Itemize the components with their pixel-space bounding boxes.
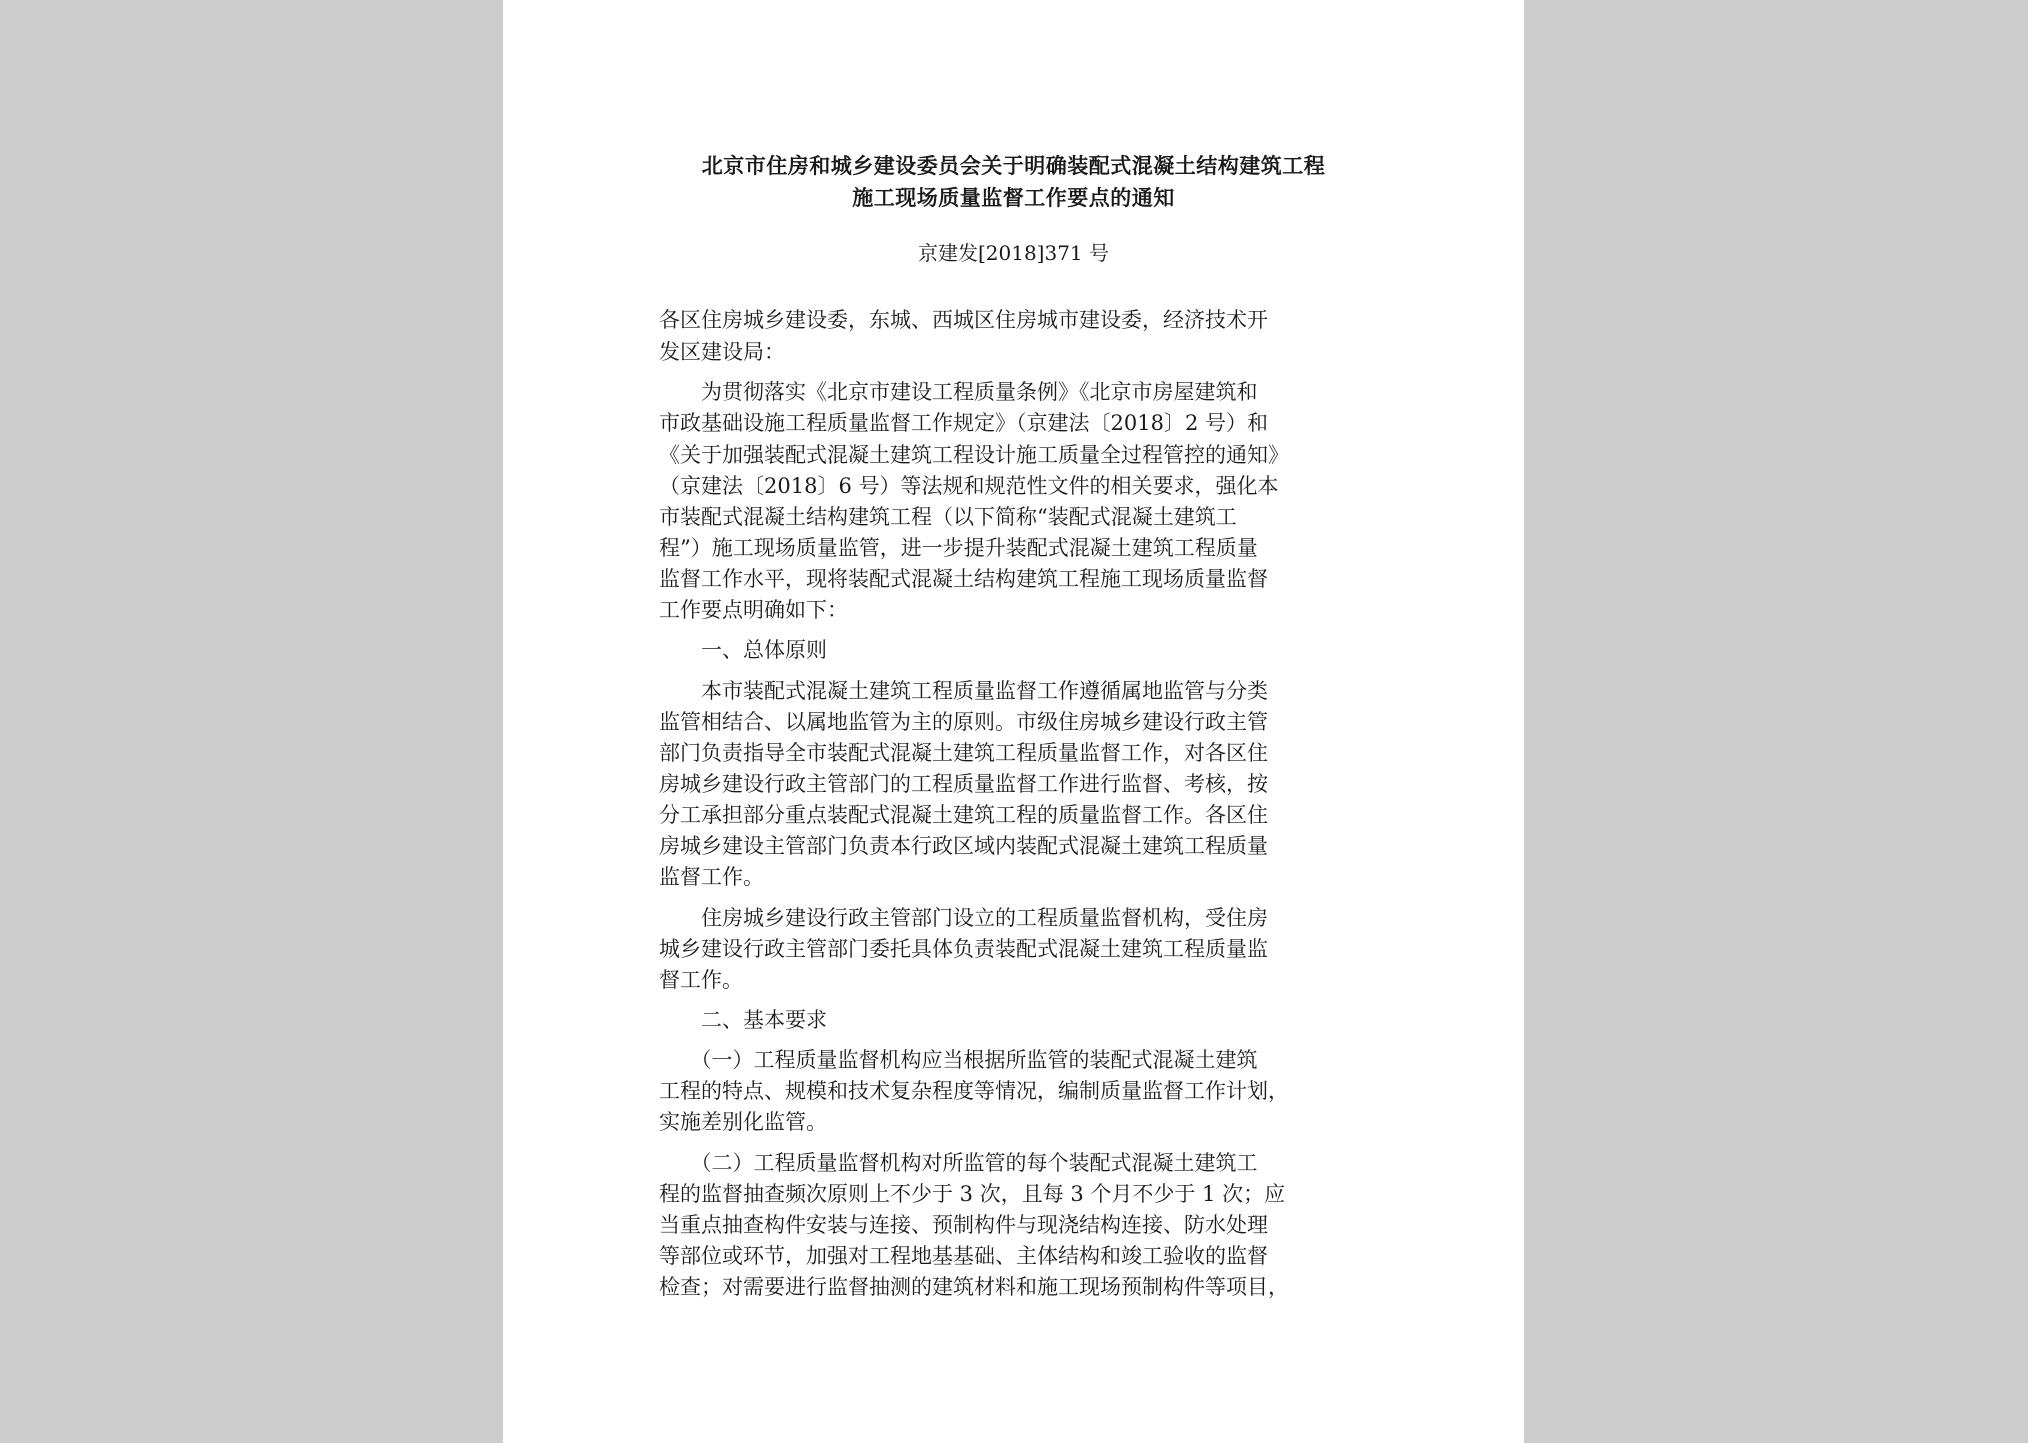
body-line: 各区住房城乡建设委，东城、西城区住房城市建设委，经济技术开	[659, 308, 1268, 332]
body-line: 房城乡建设主管部门负责本行政区域内装配式混凝土建筑工程质量	[659, 834, 1268, 858]
section-heading: 二、基本要求	[659, 1008, 827, 1032]
body-line: 程”）施工现场质量监管，进一步提升装配式混凝土建筑工程质量	[659, 536, 1258, 560]
body-line: 市政基础设施工程质量监督工作规定》（京建法〔2018〕2 号）和	[659, 411, 1268, 435]
body-line: 实施差别化监管。	[659, 1110, 827, 1134]
body-line: 程的监督抽查频次原则上不少于 3 次，且每 3 个月不少于 1 次；应	[659, 1182, 1286, 1206]
document-page	[503, 0, 1524, 1443]
body-line: 住房城乡建设行政主管部门设立的工程质量监督机构，受住房	[659, 906, 1268, 930]
body-line: 当重点抽查构件安装与连接、预制构件与现浇结构连接、防水处理	[659, 1213, 1268, 1237]
body-line: 本市装配式混凝土建筑工程质量监督工作遵循属地监管与分类	[659, 679, 1268, 703]
body-line: （二）工程质量监督机构对所监管的每个装配式混凝土建筑工	[659, 1151, 1258, 1175]
body-line: 为贯彻落实《北京市建设工程质量条例》《北京市房屋建筑和	[659, 380, 1258, 404]
body-line: 市装配式混凝土结构建筑工程（以下简称“装配式混凝土建筑工	[659, 505, 1237, 529]
body-line: 检查；对需要进行监督抽测的建筑材料和施工现场预制构件等项目，	[659, 1275, 1289, 1299]
body-line: 工程的特点、规模和技术复杂程度等情况，编制质量监督工作计划，	[659, 1079, 1289, 1103]
section-heading: 一、总体原则	[659, 638, 827, 662]
body-line: 监督工作水平，现将装配式混凝土结构建筑工程施工现场质量监督	[659, 567, 1268, 591]
body-line: （京建法〔2018〕6 号）等法规和规范性文件的相关要求，强化本	[659, 474, 1279, 498]
document-title-line-2: 施工现场质量监督工作要点的通知	[852, 186, 1175, 210]
body-line: 督工作。	[659, 968, 743, 992]
body-line: 监管相结合、以属地监管为主的原则。市级住房城乡建设行政主管	[659, 710, 1268, 734]
body-line: 部门负责指导全市装配式混凝土建筑工程质量监督工作，对各区住	[659, 741, 1268, 765]
body-line: 工作要点明确如下：	[659, 598, 848, 622]
body-line: 《关于加强装配式混凝土建筑工程设计施工质量全过程管控的通知》	[659, 443, 1289, 467]
document-number: 京建发[2018]371 号	[917, 241, 1110, 265]
body-line: 监督工作。	[659, 865, 764, 889]
body-line: 等部位或环节，加强对工程地基基础、主体结构和竣工验收的监督	[659, 1244, 1268, 1268]
body-line: 发区建设局：	[659, 340, 785, 364]
body-line: 分工承担部分重点装配式混凝土建筑工程的质量监督工作。各区住	[659, 803, 1268, 827]
body-line: （一）工程质量监督机构应当根据所监管的装配式混凝土建筑	[659, 1048, 1258, 1072]
body-line: 城乡建设行政主管部门委托具体负责装配式混凝土建筑工程质量监	[659, 937, 1268, 961]
body-line: 房城乡建设行政主管部门的工程质量监督工作进行监督、考核，按	[659, 772, 1268, 796]
document-title-line-1: 北京市住房和城乡建设委员会关于明确装配式混凝土结构建筑工程	[701, 154, 1326, 178]
